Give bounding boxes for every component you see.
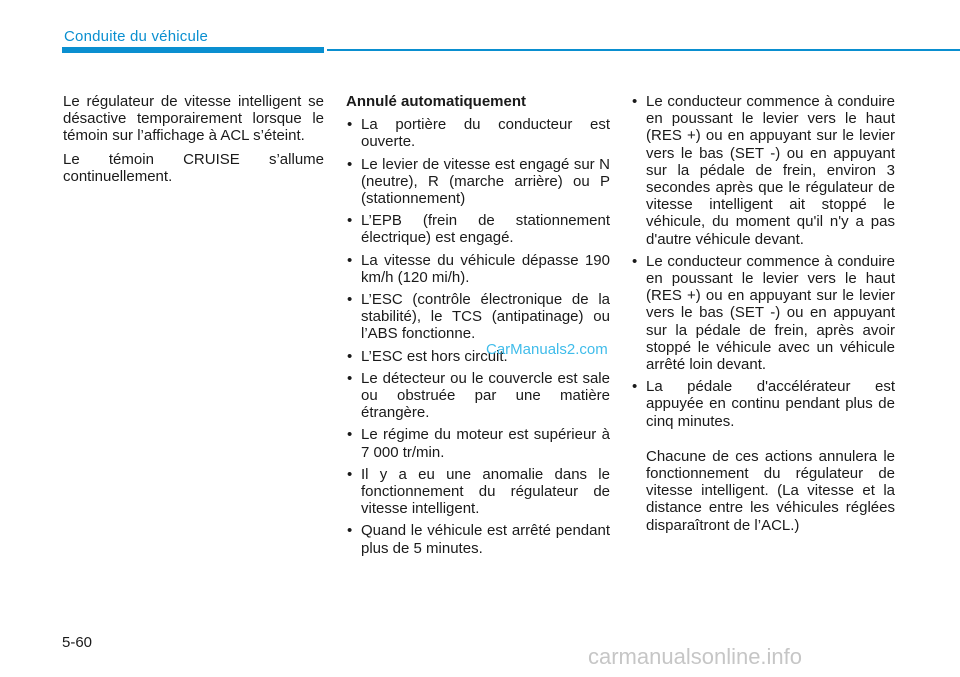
list-item: • Le détecteur ou le couvercle est sale ou obstruée par une matière étrangère. — [346, 370, 610, 422]
page-number: 5-60 — [62, 634, 93, 651]
list-item: • La pédale d'accélérateur est appuyée en continu pendant plus de cinq minutes. — [631, 378, 895, 430]
list-item: • L’ESC est hors circuit. — [346, 348, 610, 365]
paragraph: Le régulateur de vitesse intelligent se désactive temporairement lorsque le témoin sur l’affichage à ACL s’éteint. — [63, 93, 324, 145]
list-item: • Il y a eu une anomalie dans le fonctionnement du régulateur de vitesse intelligent. — [346, 466, 610, 518]
closing-paragraph: Chacune de ces actions annulera le fonctionnement du régulateur de vitesse intelligent. (La vitesse et la distance entre les véhicules réglées disparaîtront de l’ACL.) — [646, 447, 895, 534]
header-rule-thin — [327, 49, 960, 51]
list-item: • Le levier de vitesse est engagé sur N (neutre), R (marche arrière) ou P (stationnement) — [346, 156, 610, 208]
section-title: Conduite du véhicule — [64, 28, 209, 45]
column-middle — [346, 93, 610, 562]
list-item: • Le conducteur commence à conduire en poussant le levier vers le haut (RES +) ou en appuyant sur le levier vers le bas (SET -) ou en appuyant sur la pédale de frein, environ 3 secondes après que le régulateur de vitesse intelligent ait stoppé le véhicule, du moment qu'il n'y a pas d'autre véhicule devant. — [631, 93, 895, 248]
cancel-conditions-list — [346, 116, 610, 557]
column-left — [63, 93, 324, 191]
list-item: • La portière du conducteur est ouverte. — [346, 116, 610, 150]
cancel-actions-list — [631, 93, 895, 430]
list-item: • La vitesse du véhicule dépasse 190 km/h (120 mi/h). — [346, 252, 610, 286]
list-item: • Quand le véhicule est arrêté pendant plus de 5 minutes. — [346, 522, 610, 556]
list-item: • L’EPB (frein de stationnement électrique) est engagé. — [346, 212, 610, 246]
column-right — [631, 93, 895, 540]
list-item: • Le conducteur commence à conduire en poussant le levier vers le haut (RES +) ou en appuyant sur le levier vers le bas (SET -) ou en appuyant sur la pédale de frein, après avoir stoppé le véhicule avec un véhicule arrêté loin devant. — [631, 253, 895, 373]
watermark-carmanualsonline: carmanualsonline.info — [588, 644, 803, 669]
list-item: • Le régime du moteur est supérieur à 7 000 tr/min. — [346, 426, 610, 460]
paragraph: Le témoin CRUISE s’allume continuellement. — [63, 150, 324, 185]
watermark-carmanuals2: CarManuals2.com — [486, 341, 608, 358]
header-rule-thick — [62, 47, 324, 53]
list-item: • L’ESC (contrôle électronique de la stabilité), le TCS (antipatinage) ou l’ABS fonctionne. — [346, 291, 610, 343]
section-heading: Annulé automatiquement — [346, 93, 527, 110]
